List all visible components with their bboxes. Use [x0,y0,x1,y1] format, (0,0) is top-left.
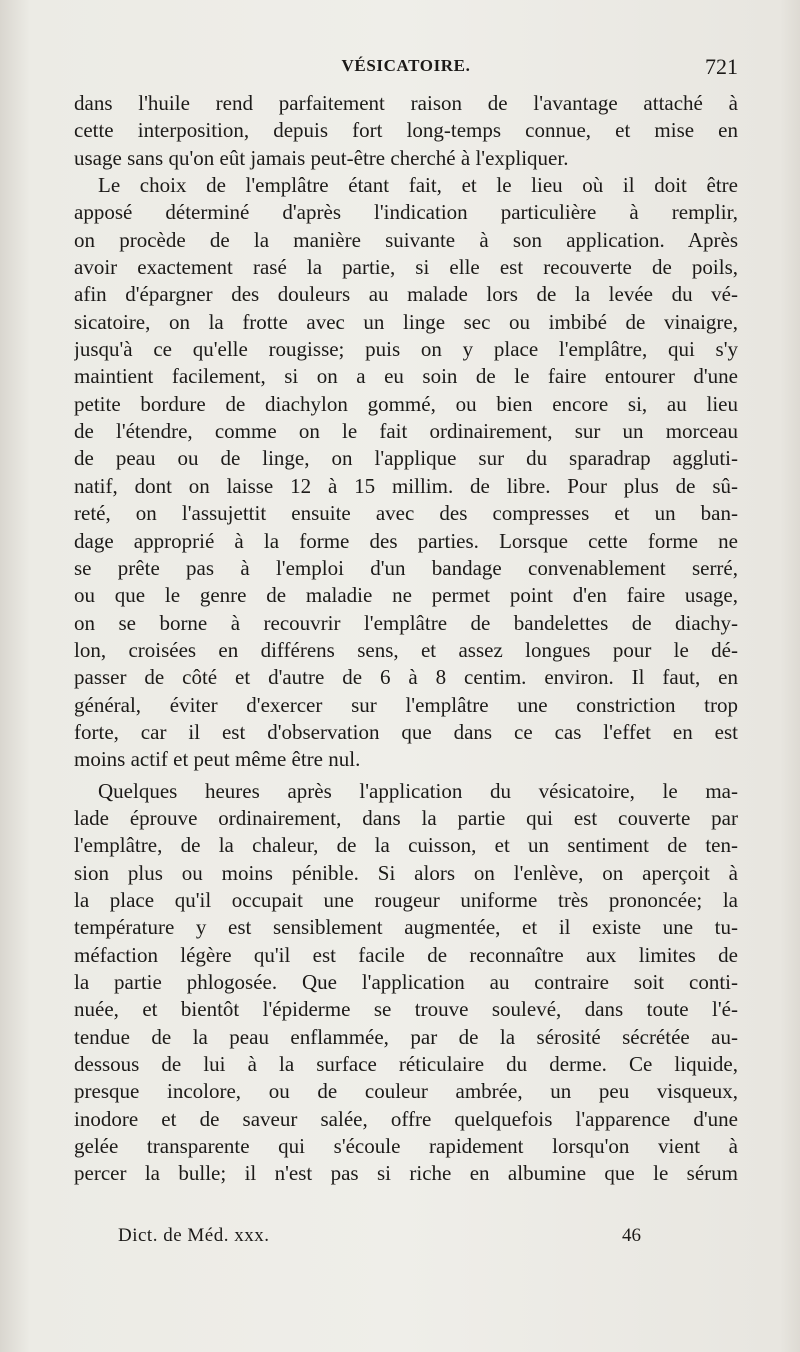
text-line: lade éprouve ordinairement, dans la partie qui est couverte par [74,805,738,830]
text-line: température y est sensiblement augmentée, et il existe une tu- [74,915,738,940]
body-text [74,90,738,1188]
text-line: usage sans qu'on eût jamais peut-être cherché à l'expliquer. [74,145,569,170]
page-footer [74,1225,738,1249]
text-line: maintient facilement, si on a eu soin de le faire entourer d'une [74,364,738,389]
text-line: Le choix de l'emplâtre étant fait, et le lieu où il doit être [98,173,738,198]
text-line: percer la bulle; il n'est pas si riche en albumine que le sérum [74,1161,738,1186]
text-line: méfaction légère qu'il est facile de reconnaître aux limites de [74,942,738,967]
text-line: général, éviter d'exercer sur l'emplâtre une constriction trop [74,692,738,717]
text-line: gelée transparente qui s'écoule rapidement lorsqu'on vient à [74,1134,738,1159]
text-line: la partie phlogosée. Que l'application au contraire soit conti- [74,970,738,994]
text-line: avoir exactement rasé la partie, si elle est recouverte de poils, [74,255,738,280]
text-line: apposé déterminé d'après l'indication particulière à remplir, [74,200,738,225]
text-line: on se borne à recouvrir l'emplâtre de bandelettes de diachy- [74,610,738,635]
signature-mark: Dict. de Méd. xxx. [118,1225,270,1246]
text-line: dans l'huile rend parfaitement raison de l'avantage attaché à [74,91,738,115]
text-line: sion plus ou moins pénible. Si alors on l'enlève, on aperçoit à [74,860,738,885]
text-line: presque incolore, ou de couleur ambrée, un peu visqueux, [74,1079,738,1104]
text-line: inodore et de saveur salée, offre quelquefois l'apparence d'une [74,1106,738,1131]
signature-number: 46 [622,1225,641,1246]
text-line: se prête pas à l'emploi d'un bandage convenablement serré, [74,555,738,580]
text-line: de peau ou de linge, on l'applique sur du sparadrap aggluti- [74,446,738,471]
text-line: la place qu'il occupait une rougeur uniforme très prononcée; la [74,887,738,912]
text-line: jusqu'à ce qu'elle rougisse; puis on y place l'emplâtre, qui s'y [74,337,738,362]
text-line: nuée, et bientôt l'épiderme se trouve soulevé, dans toute l'é- [74,997,738,1022]
text-line: petite bordure de diachylon gommé, ou bien encore si, au lieu [74,391,738,416]
text-line: tendue de la peau enflammée, par de la sérosité sécrétée au- [74,1024,738,1049]
text-line: cette interposition, depuis fort long-temps connue, et mise en [74,118,738,143]
text-line: reté, on l'assujettit ensuite avec des compresses et un ban- [74,501,738,526]
text-line: moins actif et peut même être nul. [74,747,361,772]
text-line: afin d'épargner des douleurs au malade lors de la levée du vé- [74,282,738,307]
page-header [74,56,738,80]
text-line: passer de côté et d'autre de 6 à 8 centim. environ. Il faut, en [74,665,738,690]
page-number: 721 [705,54,738,79]
text-line: ou que le genre de maladie ne permet point d'en faire usage, [74,583,738,608]
text-line: de l'étendre, comme on le fait ordinairement, sur un morceau [74,419,738,444]
running-title: VÉSICATOIRE. [341,56,471,75]
text-line: lon, croisées en différens sens, et assez longues pour le dé- [74,637,738,662]
text-line: dessous de lui à la surface réticulaire du derme. Ce liquide, [74,1052,738,1077]
text-line: l'emplâtre, de la chaleur, de la cuisson, et un sentiment de ten- [74,833,738,858]
text-line: natif, dont on laisse 12 à 15 millim. de libre. Pour plus de sû- [74,473,738,498]
text-line: dage approprié à la forme des parties. Lorsque cette forme ne [74,528,738,553]
text-line: sicatoire, on la frotte avec un linge sec ou imbibé de vinaigre, [74,309,738,334]
text-line: on procède de la manière suivante à son application. Après [74,227,738,252]
text-line: forte, car il est d'observation que dans ce cas l'effet en est [74,719,738,744]
text-line: Quelques heures après l'application du vésicatoire, le ma- [98,778,738,803]
